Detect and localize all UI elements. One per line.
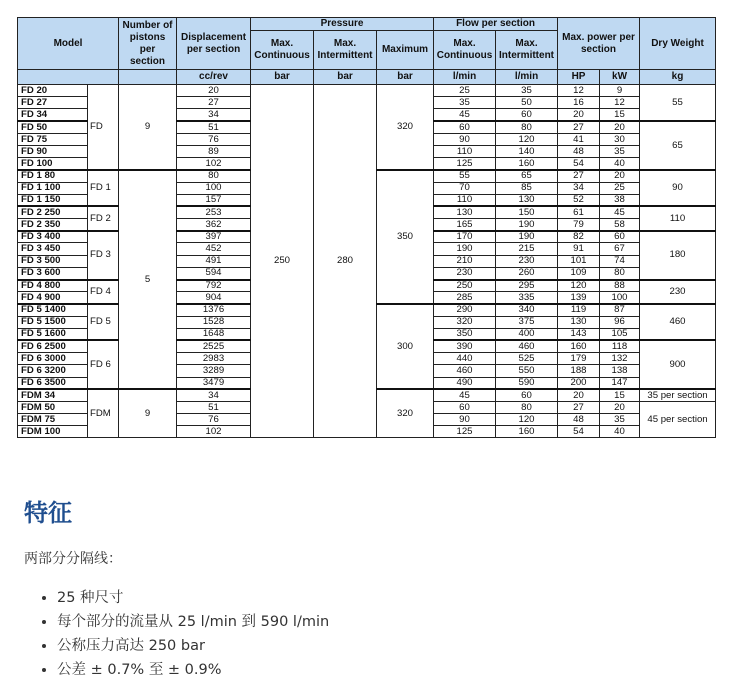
flow-continuous-cell: 110 (434, 145, 496, 157)
power-kw-cell: 74 (600, 255, 640, 267)
header-model: Model (18, 18, 119, 70)
header-pressure-continuous: Max. Continuous (251, 31, 314, 70)
specifications-body (18, 85, 716, 438)
model-cell: FD 5 1400 (18, 304, 88, 316)
flow-continuous-cell: 350 (434, 328, 496, 340)
power-kw-cell: 132 (600, 353, 640, 365)
pressure-maximum-cell: 320 (377, 389, 434, 438)
feature-item: • 每个部分的流量从 25 l/min 到 590 l/min (57, 610, 329, 634)
displacement-cell: 76 (177, 133, 251, 145)
header-flow: Flow per section (434, 18, 558, 31)
series-cell: FD 5 (88, 304, 119, 341)
flow-continuous-cell: 440 (434, 353, 496, 365)
power-hp-cell: 91 (558, 243, 600, 255)
flow-intermittent-cell: 60 (496, 109, 558, 121)
displacement-cell: 397 (177, 231, 251, 243)
flow-continuous-cell: 25 (434, 85, 496, 97)
weight-cell: 35 per section (640, 389, 716, 401)
flow-intermittent-cell: 295 (496, 280, 558, 292)
power-hp-cell: 139 (558, 292, 600, 304)
displacement-cell: 100 (177, 182, 251, 194)
model-cell: FD 20 (18, 85, 88, 97)
power-hp-cell: 16 (558, 97, 600, 109)
displacement-cell: 34 (177, 109, 251, 121)
power-hp-cell: 143 (558, 328, 600, 340)
power-kw-cell: 100 (600, 292, 640, 304)
series-cell: FD 1 (88, 170, 119, 207)
flow-continuous-cell: 170 (434, 231, 496, 243)
displacement-cell: 20 (177, 85, 251, 97)
pressure-maximum-cell: 300 (377, 304, 434, 389)
displacement-cell: 76 (177, 414, 251, 426)
flow-continuous-cell: 45 (434, 389, 496, 401)
feature-item: • 25 种尺寸 (57, 586, 329, 610)
displacement-cell: 1376 (177, 304, 251, 316)
model-cell: FD 1 150 (18, 194, 88, 206)
power-hp-cell: 20 (558, 389, 600, 401)
flow-continuous-cell: 390 (434, 340, 496, 352)
power-kw-cell: 20 (600, 170, 640, 182)
weight-cell: 65 (640, 121, 716, 170)
displacement-cell: 51 (177, 401, 251, 413)
power-hp-cell: 54 (558, 158, 600, 170)
power-kw-cell: 58 (600, 219, 640, 231)
flow-continuous-cell: 60 (434, 121, 496, 133)
features-intro: 两部分分隔线： (24, 551, 122, 567)
flow-intermittent-cell: 375 (496, 316, 558, 328)
pistons-cell: 9 (119, 85, 177, 170)
feature-item: • 公称压力高达 250 bar (57, 634, 329, 658)
power-kw-cell: 30 (600, 133, 640, 145)
header-power: Max. power per section (558, 18, 640, 70)
features-list (24, 586, 329, 682)
weight-cell: 55 (640, 85, 716, 122)
model-cell: FD 1 80 (18, 170, 88, 182)
power-hp-cell: 109 (558, 267, 600, 279)
power-kw-cell: 67 (600, 243, 640, 255)
pressure-intermittent-cell: 280 (314, 85, 377, 438)
pistons-cell: 9 (119, 389, 177, 438)
displacement-cell: 157 (177, 194, 251, 206)
power-kw-cell: 12 (600, 97, 640, 109)
flow-intermittent-cell: 120 (496, 133, 558, 145)
power-hp-cell: 101 (558, 255, 600, 267)
displacement-cell: 3289 (177, 365, 251, 377)
pressure-maximum-cell: 320 (377, 85, 434, 170)
model-cell: FDM 50 (18, 401, 88, 413)
flow-intermittent-cell: 230 (496, 255, 558, 267)
power-kw-cell: 35 (600, 145, 640, 157)
model-cell: FDM 75 (18, 414, 88, 426)
power-hp-cell: 27 (558, 401, 600, 413)
series-cell: FD 3 (88, 231, 119, 280)
model-cell: FD 50 (18, 121, 88, 133)
flow-intermittent-cell: 50 (496, 97, 558, 109)
flow-intermittent-cell: 460 (496, 340, 558, 352)
flow-intermittent-cell: 590 (496, 377, 558, 389)
header-pressure: Pressure (251, 18, 434, 31)
flow-continuous-cell: 210 (434, 255, 496, 267)
weight-cell: 900 (640, 340, 716, 389)
power-hp-cell: 20 (558, 109, 600, 121)
model-cell: FD 6 2500 (18, 340, 88, 352)
weight-cell: 230 (640, 280, 716, 304)
power-hp-cell: 41 (558, 133, 600, 145)
power-kw-cell: 15 (600, 109, 640, 121)
power-kw-cell: 40 (600, 158, 640, 170)
flow-intermittent-cell: 80 (496, 401, 558, 413)
model-cell: FD 6 3200 (18, 365, 88, 377)
power-kw-cell: 60 (600, 231, 640, 243)
displacement-cell: 452 (177, 243, 251, 255)
flow-intermittent-cell: 190 (496, 219, 558, 231)
flow-continuous-cell: 45 (434, 109, 496, 121)
model-cell: FD 5 1600 (18, 328, 88, 340)
header-weight: Dry Weight (640, 18, 716, 70)
displacement-cell: 102 (177, 158, 251, 170)
feature-item: • 公差 ± 0.7% 至 ± 0.9% (57, 658, 329, 682)
flow-intermittent-cell: 340 (496, 304, 558, 316)
unit-kw: kW (600, 70, 640, 85)
header-pistons: Number of pistons per section (119, 18, 177, 70)
model-cell: FD 6 3000 (18, 353, 88, 365)
flow-intermittent-cell: 85 (496, 182, 558, 194)
unit-model (18, 70, 119, 85)
flow-intermittent-cell: 80 (496, 121, 558, 133)
unit-pressure-intermittent: bar (314, 70, 377, 85)
specifications-table (17, 17, 716, 438)
model-cell: FD 34 (18, 109, 88, 121)
power-kw-cell: 118 (600, 340, 640, 352)
displacement-cell: 491 (177, 255, 251, 267)
weight-cell: 90 (640, 170, 716, 207)
power-kw-cell: 38 (600, 194, 640, 206)
power-hp-cell: 52 (558, 194, 600, 206)
flow-continuous-cell: 230 (434, 267, 496, 279)
displacement-cell: 102 (177, 426, 251, 438)
power-kw-cell: 25 (600, 182, 640, 194)
model-cell: FD 3 400 (18, 231, 88, 243)
power-kw-cell: 87 (600, 304, 640, 316)
flow-intermittent-cell: 35 (496, 85, 558, 97)
displacement-cell: 904 (177, 292, 251, 304)
power-kw-cell: 138 (600, 365, 640, 377)
unit-pressure-continuous: bar (251, 70, 314, 85)
displacement-cell: 2983 (177, 353, 251, 365)
flow-continuous-cell: 460 (434, 365, 496, 377)
series-cell: FD 2 (88, 206, 119, 230)
flow-continuous-cell: 70 (434, 182, 496, 194)
model-cell: FD 90 (18, 145, 88, 157)
model-cell: FD 27 (18, 97, 88, 109)
power-kw-cell: 45 (600, 206, 640, 218)
power-hp-cell: 54 (558, 426, 600, 438)
weight-cell: 45 per section (640, 401, 716, 438)
power-kw-cell: 40 (600, 426, 640, 438)
flow-intermittent-cell: 400 (496, 328, 558, 340)
flow-continuous-cell: 320 (434, 316, 496, 328)
model-cell: FD 4 800 (18, 280, 88, 292)
pressure-maximum-cell: 350 (377, 170, 434, 304)
power-kw-cell: 105 (600, 328, 640, 340)
power-kw-cell: 9 (600, 85, 640, 97)
power-hp-cell: 61 (558, 206, 600, 218)
power-hp-cell: 119 (558, 304, 600, 316)
power-hp-cell: 130 (558, 316, 600, 328)
flow-intermittent-cell: 550 (496, 365, 558, 377)
unit-hp: HP (558, 70, 600, 85)
model-cell: FD 4 900 (18, 292, 88, 304)
header-flow-intermittent: Max. Intermittent (496, 31, 558, 70)
power-hp-cell: 200 (558, 377, 600, 389)
pistons-cell: 5 (119, 170, 177, 389)
displacement-cell: 362 (177, 219, 251, 231)
displacement-cell: 51 (177, 121, 251, 133)
model-cell: FD 1 100 (18, 182, 88, 194)
displacement-cell: 253 (177, 206, 251, 218)
flow-intermittent-cell: 120 (496, 414, 558, 426)
power-kw-cell: 88 (600, 280, 640, 292)
displacement-cell: 1528 (177, 316, 251, 328)
flow-intermittent-cell: 140 (496, 145, 558, 157)
power-kw-cell: 80 (600, 267, 640, 279)
flow-intermittent-cell: 160 (496, 426, 558, 438)
flow-continuous-cell: 190 (434, 243, 496, 255)
weight-cell: 110 (640, 206, 716, 230)
flow-intermittent-cell: 150 (496, 206, 558, 218)
model-cell: FD 6 3500 (18, 377, 88, 389)
displacement-cell: 2525 (177, 340, 251, 352)
power-hp-cell: 48 (558, 145, 600, 157)
model-cell: FD 3 600 (18, 267, 88, 279)
flow-intermittent-cell: 215 (496, 243, 558, 255)
power-hp-cell: 160 (558, 340, 600, 352)
power-hp-cell: 82 (558, 231, 600, 243)
power-kw-cell: 20 (600, 401, 640, 413)
unit-weight: kg (640, 70, 716, 85)
power-kw-cell: 96 (600, 316, 640, 328)
model-cell: FD 3 500 (18, 255, 88, 267)
flow-intermittent-cell: 260 (496, 267, 558, 279)
unit-flow-continuous: l/min (434, 70, 496, 85)
flow-continuous-cell: 55 (434, 170, 496, 182)
power-hp-cell: 188 (558, 365, 600, 377)
flow-continuous-cell: 125 (434, 158, 496, 170)
unit-pistons (119, 70, 177, 85)
flow-continuous-cell: 285 (434, 292, 496, 304)
flow-intermittent-cell: 525 (496, 353, 558, 365)
flow-intermittent-cell: 60 (496, 389, 558, 401)
flow-continuous-cell: 90 (434, 133, 496, 145)
power-hp-cell: 34 (558, 182, 600, 194)
features-title: 特征 (24, 499, 72, 527)
unit-pressure-maximum: bar (377, 70, 434, 85)
unit-flow-intermittent: l/min (496, 70, 558, 85)
flow-intermittent-cell: 130 (496, 194, 558, 206)
power-hp-cell: 27 (558, 121, 600, 133)
model-cell: FD 2 350 (18, 219, 88, 231)
flow-intermittent-cell: 190 (496, 231, 558, 243)
displacement-cell: 594 (177, 267, 251, 279)
flow-continuous-cell: 130 (434, 206, 496, 218)
power-hp-cell: 120 (558, 280, 600, 292)
power-hp-cell: 48 (558, 414, 600, 426)
flow-continuous-cell: 125 (434, 426, 496, 438)
power-kw-cell: 15 (600, 389, 640, 401)
flow-intermittent-cell: 160 (496, 158, 558, 170)
power-kw-cell: 20 (600, 121, 640, 133)
model-cell: FD 5 1500 (18, 316, 88, 328)
model-cell: FDM 100 (18, 426, 88, 438)
header-pressure-maximum: Maximum (377, 31, 434, 70)
flow-continuous-cell: 110 (434, 194, 496, 206)
flow-intermittent-cell: 65 (496, 170, 558, 182)
series-cell: FD 6 (88, 340, 119, 389)
weight-cell: 180 (640, 231, 716, 280)
flow-continuous-cell: 250 (434, 280, 496, 292)
flow-continuous-cell: 490 (434, 377, 496, 389)
pressure-continuous-cell: 250 (251, 85, 314, 438)
power-kw-cell: 147 (600, 377, 640, 389)
displacement-cell: 34 (177, 389, 251, 401)
power-kw-cell: 35 (600, 414, 640, 426)
series-cell: FDM (88, 389, 119, 438)
flow-continuous-cell: 60 (434, 401, 496, 413)
model-cell: FD 2 250 (18, 206, 88, 218)
flow-continuous-cell: 35 (434, 97, 496, 109)
power-hp-cell: 12 (558, 85, 600, 97)
table-row (18, 85, 716, 97)
features-section (24, 497, 724, 678)
model-cell: FDM 34 (18, 389, 88, 401)
model-cell: FD 100 (18, 158, 88, 170)
flow-continuous-cell: 90 (434, 414, 496, 426)
model-cell: FD 3 450 (18, 243, 88, 255)
displacement-cell: 3479 (177, 377, 251, 389)
flow-continuous-cell: 165 (434, 219, 496, 231)
displacement-cell: 1648 (177, 328, 251, 340)
power-hp-cell: 27 (558, 170, 600, 182)
weight-cell: 460 (640, 304, 716, 341)
unit-displacement: cc/rev (177, 70, 251, 85)
displacement-cell: 27 (177, 97, 251, 109)
displacement-cell: 89 (177, 145, 251, 157)
header-displacement: Displacement per section (177, 18, 251, 70)
power-hp-cell: 79 (558, 219, 600, 231)
series-cell: FD 4 (88, 280, 119, 304)
series-cell: FD (88, 85, 119, 170)
displacement-cell: 792 (177, 280, 251, 292)
model-cell: FD 75 (18, 133, 88, 145)
flow-intermittent-cell: 335 (496, 292, 558, 304)
header-flow-continuous: Max. Continuous (434, 31, 496, 70)
header-pressure-intermittent: Max. Intermittent (314, 31, 377, 70)
flow-continuous-cell: 290 (434, 304, 496, 316)
displacement-cell: 80 (177, 170, 251, 182)
power-hp-cell: 179 (558, 353, 600, 365)
